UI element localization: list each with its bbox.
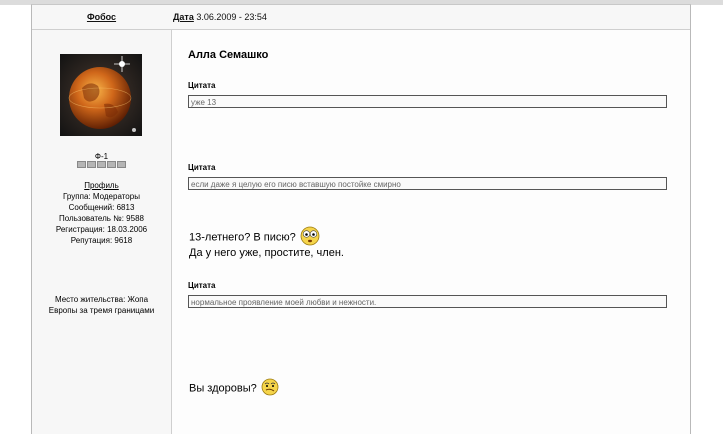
author-name-link[interactable]: Фобос: [86, 12, 117, 22]
user-location: Место жительства: Жопа Европы за тремя границами: [48, 295, 155, 315]
post-text: 13-летнего? В писю?: [189, 231, 296, 244]
quote-box: если даже я целую его писю вставшую постойке смирно: [188, 177, 667, 190]
user-reputation: Репутация: 9618: [70, 236, 133, 245]
user-group: Группа: Модераторы: [63, 192, 140, 201]
rank-pip: [77, 161, 86, 168]
user-info-panel: [32, 30, 172, 434]
quote-box: уже 13: [188, 95, 667, 108]
date-link[interactable]: Дата: [173, 12, 194, 22]
date-value: 3.06.2009 - 23:54: [196, 12, 267, 22]
wide-eyed-smiley-icon: [300, 226, 320, 249]
post-text-line: [189, 378, 279, 399]
forum-post: [31, 4, 691, 434]
rank-pip: [97, 161, 106, 168]
poster-name: Алла Семашко: [188, 49, 269, 61]
globe-avatar-icon: [60, 54, 142, 136]
quote-box: нормальное проявление моей любви и нежности.: [188, 295, 667, 308]
user-registration: Регистрация: 18.03.2006: [55, 225, 148, 234]
profile-link[interactable]: Профиль: [84, 181, 119, 190]
post-text-line: [189, 226, 320, 249]
rank-pip: [117, 161, 126, 168]
post-text-line: Да у него уже, простите, член.: [189, 247, 344, 259]
post-date: [173, 12, 267, 22]
post-body: [172, 30, 690, 434]
rank-pip: [87, 161, 96, 168]
rank-pips: [32, 161, 171, 168]
quote-label: Цитата: [188, 281, 216, 290]
post-text: Вы здоровы?: [189, 382, 257, 395]
quote-label: Цитата: [188, 81, 216, 90]
user-number: Пользователь №: 9588: [59, 214, 144, 223]
rank-pip: [107, 161, 116, 168]
user-posts: Сообщений: 6813: [68, 203, 135, 212]
post-header: [32, 5, 690, 30]
confused-smiley-icon: [261, 378, 279, 399]
user-rank-title: Ф-1: [94, 152, 109, 161]
quote-label: Цитата: [188, 163, 216, 172]
